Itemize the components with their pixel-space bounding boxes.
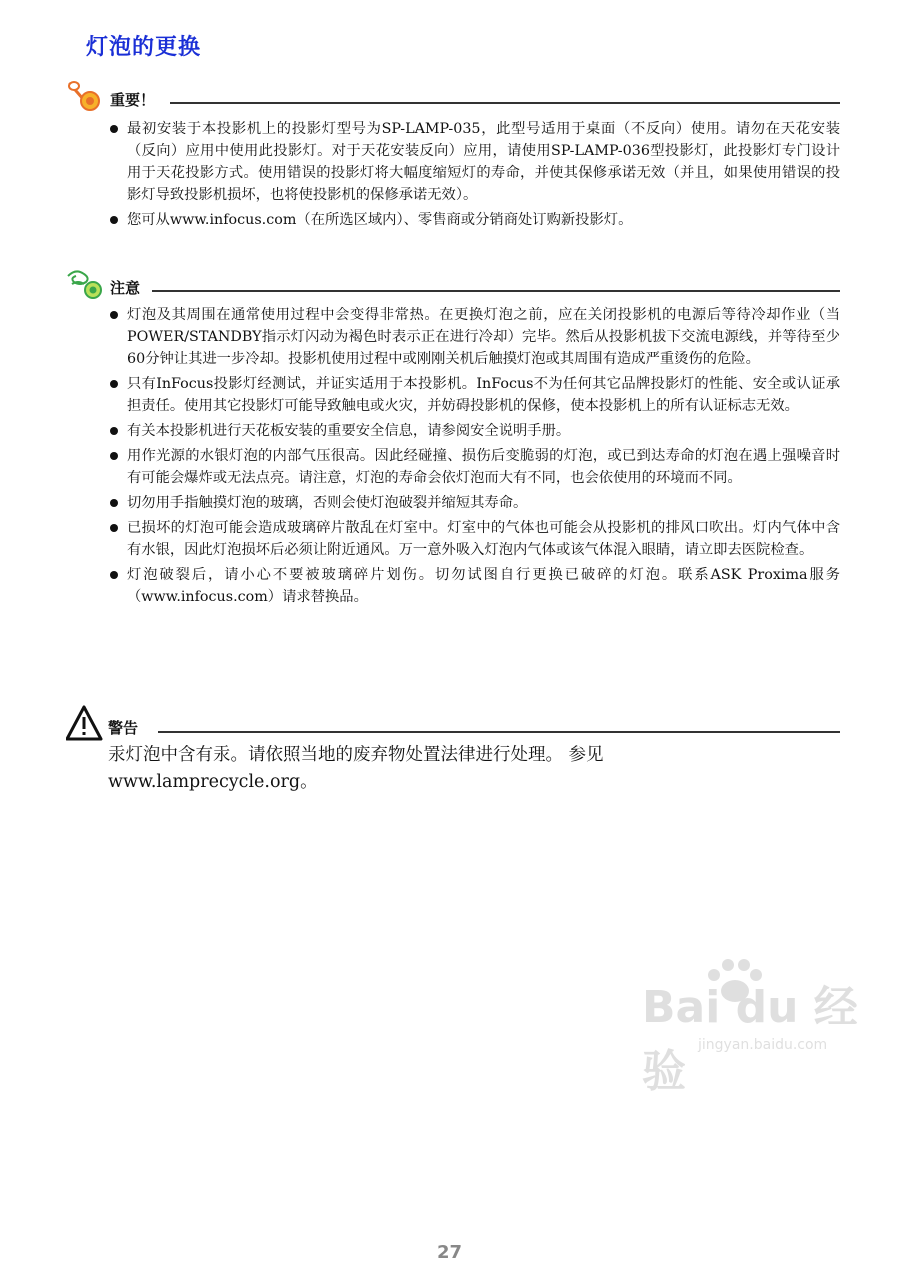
- important-divider: [170, 102, 840, 104]
- warning-section-header: [66, 704, 840, 744]
- warning-divider: [158, 731, 840, 733]
- list-item: 灯泡及其周围在通常使用过程中会变得非常热。在更换灯泡之前，应在关闭投影机的电源后等待冷却作业（当POWER/STANDBY指示灯闪动为褐色时表示正在进行冷却）完毕。然后从投影机拔下交流电源线，并等待至少60分钟让其进一步冷却。投影机使用过程中或刚刚关机后触摸灯泡或其周围有造成严重烫伤的危险。: [108, 304, 840, 370]
- list-item: 灯泡破裂后，请小心不要被玻璃碎片划伤。切勿试图自行更换已破碎的灯泡。联系ASK Proxima服务（www.infocus.com）请求替换品。: [108, 564, 840, 608]
- list-item: 已损坏的灯泡可能会造成玻璃碎片散乱在灯室中。灯室中的气体也可能会从投影机的排风口吹出。灯内气体中含有水银，因此灯泡损坏后必须让附近通风。万一意外吸入灯泡内气体或该气体混入眼睛，请立即去医院检查。: [108, 517, 840, 561]
- list-item: 您可从www.infocus.com（在所选区域内）、零售商或分销商处订购新投影灯。: [108, 209, 840, 231]
- caution-section-header: [66, 266, 840, 300]
- warning-triangle-icon: [66, 704, 106, 742]
- list-item: 只有InFocus投影灯经测试，并证实适用于本投影机。InFocus不为任何其它品牌投影灯的性能、安全或认证承担责任。使用其它投影灯可能导致触电或火灾，并妨碍投影机的保修，使本投影机上的所有认证标志无效。: [108, 373, 840, 417]
- list-item: 用作光源的水银灯泡的内部气压很高。因此经碰撞、损伤后变脆弱的灯泡，或已到达寿命的灯泡在遇上强噪音时有可能会爆炸或无法点亮。请注意，灯泡的寿命会依灯泡而大有不同，也会依使用的环境而不同。: [108, 445, 840, 489]
- list-item: 最初安装于本投影机上的投影灯型号为SP-LAMP-035，此型号适用于桌面（不反向）使用。请勿在天花安装（反向）应用中使用此投影灯。对于天花安装反向）应用，请使用SP-LAMP-036型投影灯，此投影灯专门设计用于天花投影方式。使用错误的投影灯将大幅度缩短灯的寿命，并使其保修承诺无效（并且，如果使用错误的投影灯导致投影机损坏，也将使投影机的保修承诺无效）。: [108, 118, 840, 206]
- important-heading: 重要！: [110, 91, 156, 109]
- watermark-brand: Bai du 经验: [642, 982, 858, 1097]
- page-number: 27: [436, 1242, 463, 1263]
- note-hand-icon: [66, 266, 106, 300]
- watermark-url: jingyan.baidu.com: [698, 1037, 828, 1053]
- page-title: 灯泡的更换: [86, 35, 202, 60]
- warning-heading: 警告: [108, 719, 139, 737]
- watermark: [638, 955, 868, 1097]
- warning-text: 汞灯泡中含有汞。请依照当地的废弃物处置法律进行处理。 参见www.lamprecycle.org。: [108, 745, 604, 792]
- caution-list: [108, 304, 840, 611]
- important-pin-icon: [66, 78, 106, 112]
- caution-heading: 注意: [110, 279, 141, 297]
- list-item: 切勿用手指触摸灯泡的玻璃，否则会使灯泡破裂并缩短其寿命。: [108, 492, 840, 514]
- important-list: [108, 118, 840, 234]
- list-item: 有关本投影机进行天花板安装的重要安全信息，请参阅安全说明手册。: [108, 420, 840, 442]
- important-section-header: [66, 78, 840, 112]
- caution-divider: [152, 290, 840, 292]
